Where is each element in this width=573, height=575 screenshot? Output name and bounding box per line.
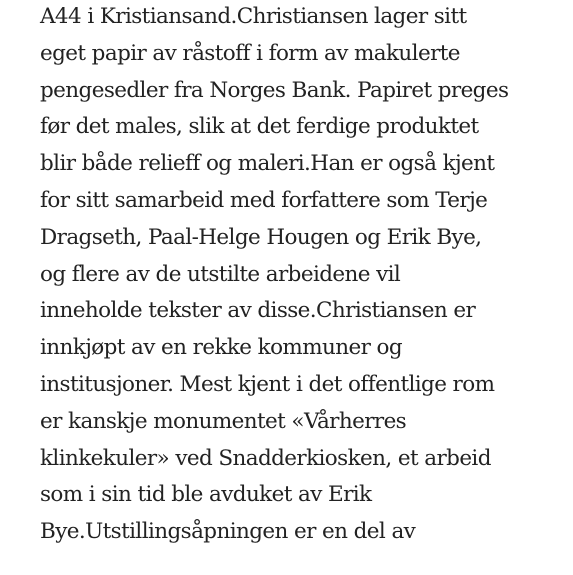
article-line-5: blir både relieff og maleri.Han er også kjent xyxy=(40,151,495,177)
article-line-13: klinkekuler» ved Snadderkiosken, et arbeid xyxy=(40,445,491,471)
article-line-4: før det males, slik at det ferdige produktet xyxy=(40,114,479,140)
article-line-12: er kanskje monumentet «Vårherres xyxy=(40,408,407,434)
article-line-1: A44 i Kristiansand.Christiansen lager sitt xyxy=(40,4,467,29)
article-line-14: som i sin tid ble avduket av Erik xyxy=(40,482,372,508)
article-line-10: innkjøpt av en rekke kommuner og xyxy=(40,335,403,361)
article-line-8: og flere av de utstilte arbeidene vil xyxy=(40,261,401,287)
article-body xyxy=(40,0,573,551)
article-line-11: institusjoner. Mest kjent i det offentlige rom xyxy=(40,371,495,397)
article-line-15: Bye.Utstillingsåpningen er en del av xyxy=(40,519,416,545)
article-line-3: pengesedler fra Norges Bank. Papiret preges xyxy=(40,77,509,103)
article-line-9: inneholde tekster av disse.Christiansen er xyxy=(40,298,476,324)
article-line-2: eget papir av råstoff i form av makulerte xyxy=(40,40,460,66)
article-line-6: for sitt samarbeid med forfattere som Terje xyxy=(40,187,488,213)
article-line-7: Dragseth, Paal-Helge Hougen og Erik Bye, xyxy=(40,224,482,250)
